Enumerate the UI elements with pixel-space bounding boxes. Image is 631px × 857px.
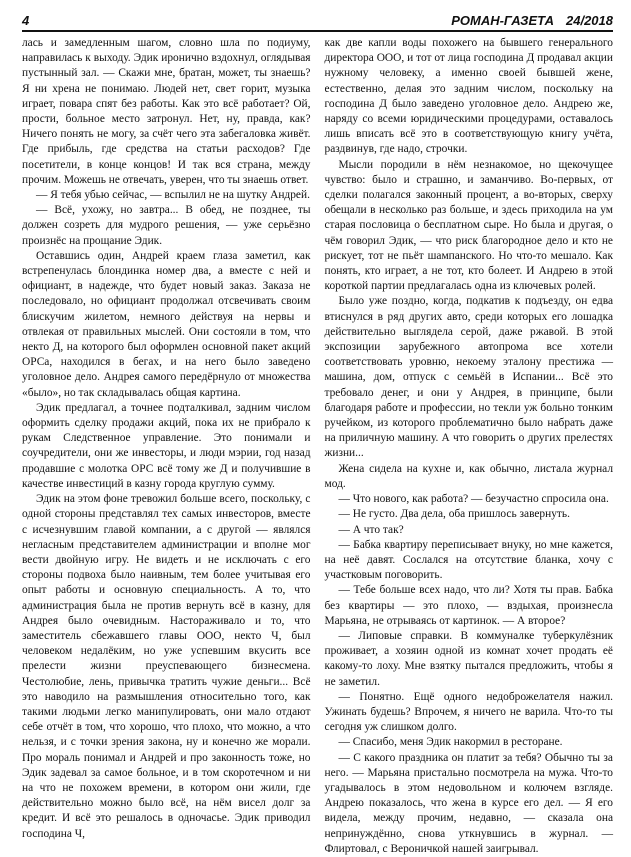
left-column — [22, 36, 311, 840]
paragraph: — А что так? — [338, 523, 404, 536]
page-header — [22, 6, 613, 28]
paragraph: — Всё, ухожу, но завтра... В обед, не позднее, ты должен созреть для мудрого решения, — уже серьёзно произнёс на прощание Эдик. — [22, 204, 311, 247]
page-number: 4 — [22, 13, 30, 28]
right-column — [324, 36, 614, 855]
paragraph: Было уже поздно, когда, подкатив к подъезду, он едва втиснулся в ряд других авто, среди которых его лошадка действительно выглядела серой, даже ржавой. В этой экспозиции зарубежного автопрома все хотели соответствовать уровню, некоему эталону престижа — машина, дом, отпуск с семьёй в Испании... Всё это требовало денег, и они у Андрея, в принципе, были благодаря работе и профессии, но текли уж больно тонким ручейком, из которого проблематично было набрать даже на приличную машину. А что говорить о других прелестях жизни... — [324, 295, 613, 460]
text-columns — [22, 36, 613, 855]
paragraph: — Не густо. Два дела, оба пришлось завернуть. — [338, 508, 570, 521]
paragraph: — Тебе больше всех надо, что ли? Хотя ты прав. Бабка без квартиры — это плохо, — вздыхая, произнесла Марьяна, не отрываясь от картинок. — А второе? — [324, 584, 613, 627]
paragraph: — Что нового, как работа? — безучастно спросила она. — [338, 493, 609, 506]
paragraph: Эдик на этом фоне тревожил больше всего, поскольку, с одной стороны представлял тех самых инвесторов, вместе с исчезнувшим главой компании, а с другой — являлся негласным представителем администрации и вполне мог вести двойную игру. Не видеть и не исключать с его стороны подвоха было наивным, тем более учитывая его опыт работы и основную специальность. А то, что администрация была не против вернуть всё в казну, для Андрея было очевидным. Настораживало и то, что заместитель сбежавшего главы ООО, некто Ч, был человеком недалёким, но уже успевшим вкусить все прелести жизни преуспевающего бизнесмена. Честолюбие, лень, привычка тратить чужие деньги... Всё это наводило на размышления относительно того, как такими людьми легко манипулировать, они мало отдают себе отчёт в том, что хорошо, что плохо, что можно, а что нельзя, и с точки зрения закона, ну и конечно же морали. Про мораль понимал и Андрей и про законность тоже, но Эдик задевал за самое больное, и в том скоротечном и ни на что не похожем времени, в котором они жили, где действительно можно было всё, на нём висел долг за кредит. И всё это решалось в одночасье. Эдик приводил господина Ч, — [22, 493, 311, 840]
paragraph: Эдик предлагал, а точнее подталкивал, задним числом оформить сделку продажи акций, пока их не прибрало к рукам Следственное управление. Это понимали и соучредители, они же инвесторы, и люди мэрии, год назад продавшие с молотка ОРС всё тому же Д и получившие в качестве инвестиций в казну города круглую сумму. — [22, 401, 311, 490]
paragraph: — Бабка квартиру переписывает внуку, но мне кажется, на неё давят. Сослался на отсутствие бланка, хочу с участковым поговорить. — [324, 538, 613, 582]
header-rule — [22, 30, 613, 32]
paragraph: лась и замедленным шагом, словно шла по подиуму, направилась к выходу. Эдик иронично вздохнул, оглядывая пустынный зал. — Скажи мне, братан, может, ты знаешь? Я ни хрена не понимаю. Людей нет, свет горит, музыка играет, повара спят без работы. Как это всё работает? Ой, прости, больное место затронул. Нет, ну, правда, как? Ничего понять не могу, за счёт чего эта забегаловка живёт. Где прибыль, где средства на статьи расходов? Где посетители, в конце концов! И так вся страна, между прочим. Можешь не отвечать, уверен, что ты знаешь ответ. — [22, 37, 311, 186]
magazine-title: РОМАН-ГАЗЕТА — [451, 13, 554, 28]
header-right — [451, 13, 613, 28]
paragraph: как две капли воды похожего на бывшего генерального директора ООО, и тот от лица господина Д продавал акции нужному человеку, а именно своей бывшей жене, естественно, делая это задним числом, поскольку на господина Д было заведено уголовное дело. Андрею же, наряду со всеми юридическими процедурами, оставалось лишь вписать всё это в соответствующую книгу учёта, раздвинув, где надо, строчки. — [324, 37, 613, 156]
paragraph: Мысли породили в нём незнакомое, но щекочущее чувство: было и страшно, и заманчиво. Во-первых, от сделки полагался законный процент, а во-вторых, сверху обещали в несколько раз больше, и здесь приходила на ум старая пословица о бесплатном сыре. Но была и другая, о чём говорил Эдик, — что риск благородное дело и кто не рискует, тот не пьёт шампанского. Но что-то мешало. Как понять, кто играет, а не тот, кто болеет. И Андрею в этой короткой партии предлагалась одна из ключевых ролей. — [324, 158, 613, 293]
paragraph: Жена сидела на кухне и, как обычно, листала журнал мод. — [324, 462, 613, 490]
paragraph: — Липовые справки. В коммуналке туберкулёзник проживает, а хозяин одной из комнат хочет продать её какому-то лоху. Мне взятку пытался предложить, чтобы я не заметил. — [324, 629, 613, 688]
paragraph: — Я тебя убью сейчас, — вспылил не на шутку Андрей. — [36, 189, 310, 202]
paragraph: — С какого праздника он платит за тебя? Обычно ты за него. — Марьяна пристально посмотрела на мужа. Что-то угадывалось в этом недовольном и колючем взгляде. Андрею показалось, что жена в курсе его дел. — Я его видела, между прочим, недавно, — сказала она непринуждённо, снова уткнувшись в журнал. — Флиртовал, с Вероничкой нашей заигрывал. — [324, 751, 613, 855]
paragraph: Оставшись один, Андрей краем глаза заметил, как встрепенулась блондинка номер два, а вместе с ней и официант, в надежде, что будет новый заказ. Заказа не последовало, но официант продолжал отсвечивать своим блискучим жилетом, немного действуя на нервы и отвлекая от правильных мыслей. Они состояли в том, что некто Д, на которого был оформлен основной пакет акций ОРСа, находился в бегах, и на него было заведено уголовное дело. Андрея самого передёрнуло от множества «было», но так складывалась общая картина. — [22, 249, 311, 399]
paragraph: — Понятно. Ещё одного недоброжелателя нажил. Ужинать будешь? Впрочем, я ничего не варила. Что-то ты сегодня уж слишком долго. — [324, 690, 613, 734]
paragraph: — Спасибо, меня Эдик накормил в ресторане. — [338, 736, 563, 749]
issue-number: 24/2018 — [566, 13, 613, 28]
